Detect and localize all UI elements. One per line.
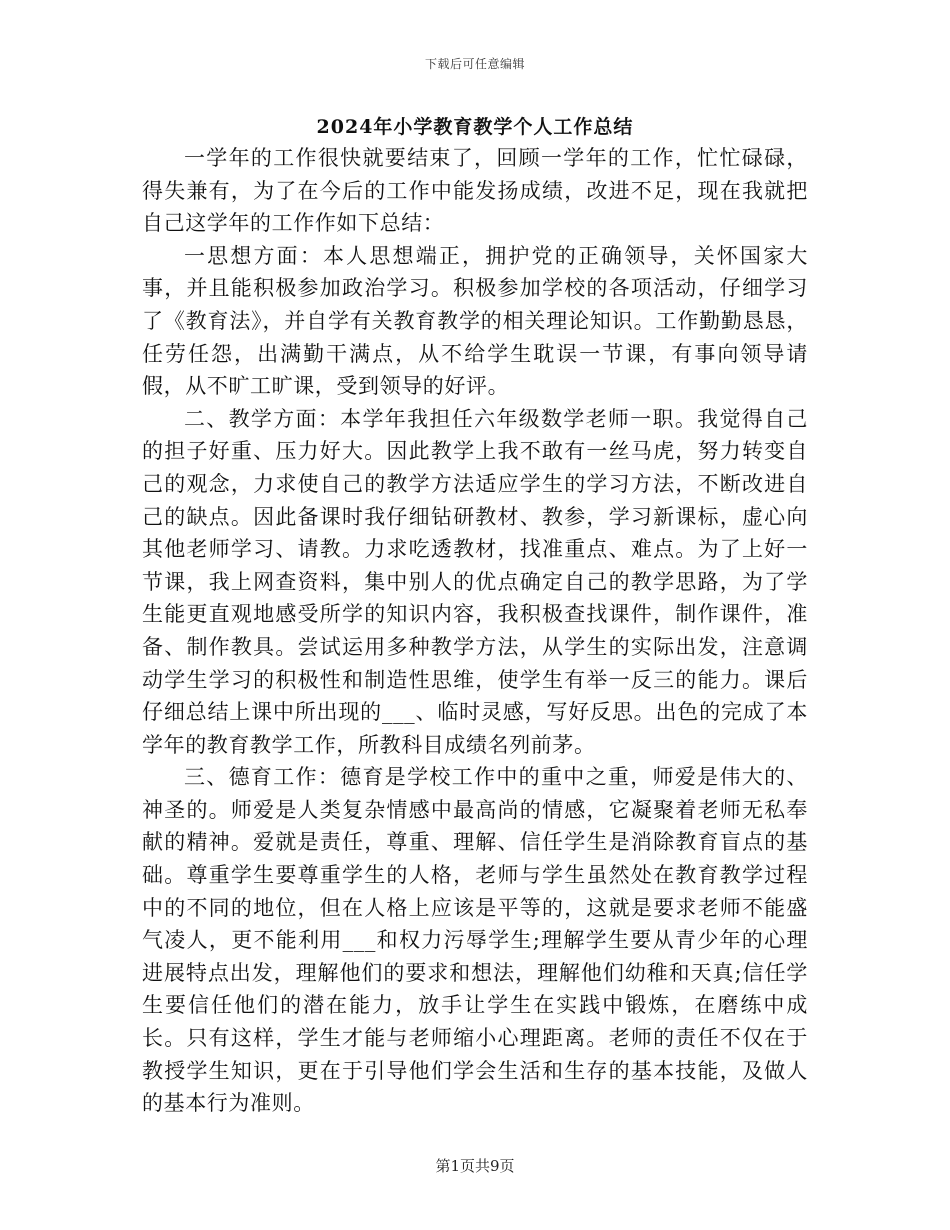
paragraph-ideology: 一思想方面：本人思想端正，拥护党的正确领导，关怀国家大事，并且能积极参加政治学习。积极参加学校的各项活动，仔细学习了《教育法》，并自学有关教育教学的相关理论知识。工作勤勤恳恳，任劳任怨，出满勤干满点，从不给学生耽误一节课，有事向领导请假，从不旷工旷课，受到领导的好评。 bbox=[142, 243, 808, 399]
document-title: 2024年小学教育教学个人工作总结 bbox=[316, 116, 634, 138]
paragraph-teaching: 二、教学方面：本学年我担任六年级数学老师一职。我觉得自己的担子好重、压力好大。因此教学上我不敢有一丝马虎，努力转变自己的观念，力求使自己的教学方法适应学生的学习方法，不断改进自己的缺点。因此备课时我仔细钻研教材、教参，学习新课标，虚心向其他老师学习、请教。力求吃透教材，找准重点、难点。为了上好一节课，我上网查资料，集中别人的优点确定自己的教学思路，为了学生能更直观地感受所学的知识内容，我积极查找课件，制作课件，准备、制作教具。尝试运用多种教学方法，从学生的实际出发，注意调动学生学习的积极性和制造性思维，使学生有举一反三的能力。课后仔细总结上课中所出现的___、临时灵感，写好反思。出色的完成了本学年的教育教学工作，所教科目成绩名列前茅。 bbox=[142, 406, 808, 757]
header-note: 下载后可任意编辑 bbox=[424, 57, 525, 71]
paragraph-intro: 一学年的工作很快就要结束了，回顾一学年的工作，忙忙碌碌，得失兼有，为了在今后的工作中能发扬成绩，改进不足，现在我就把自己这学年的工作作如下总结： bbox=[142, 146, 808, 236]
page-indicator: 第1页共9页 bbox=[435, 1157, 515, 1175]
document-body bbox=[142, 142, 808, 1120]
paragraph-moral-education: 三、德育工作：德育是学校工作中的重中之重，师爱是伟大的、神圣的。师爱是人类复杂情感中最高尚的情感，它凝聚着老师无私奉献的精神。爱就是责任，尊重、理解、信任学生是消除教育盲点的基础。尊重学生要尊重学生的人格，老师与学生虽然处在教育教学过程中的不同的地位，但在人格上应该是平等的，这就是要求老师不能盛气凌人，更不能利用___和权力污辱学生;理解学生要从青少年的心理进展特点出发，理解他们的要求和想法，理解他们幼稚和天真;信任学生要信任他们的潜在能力，放手让学生在实践中锻炼，在磨练中成长。只有这样，学生才能与老师缩小心理距离。老师的责任不仅在于教授学生知识，更在于引导他们学会生活和生存的基本技能，及做人的基本行为准则。 bbox=[142, 765, 808, 1116]
